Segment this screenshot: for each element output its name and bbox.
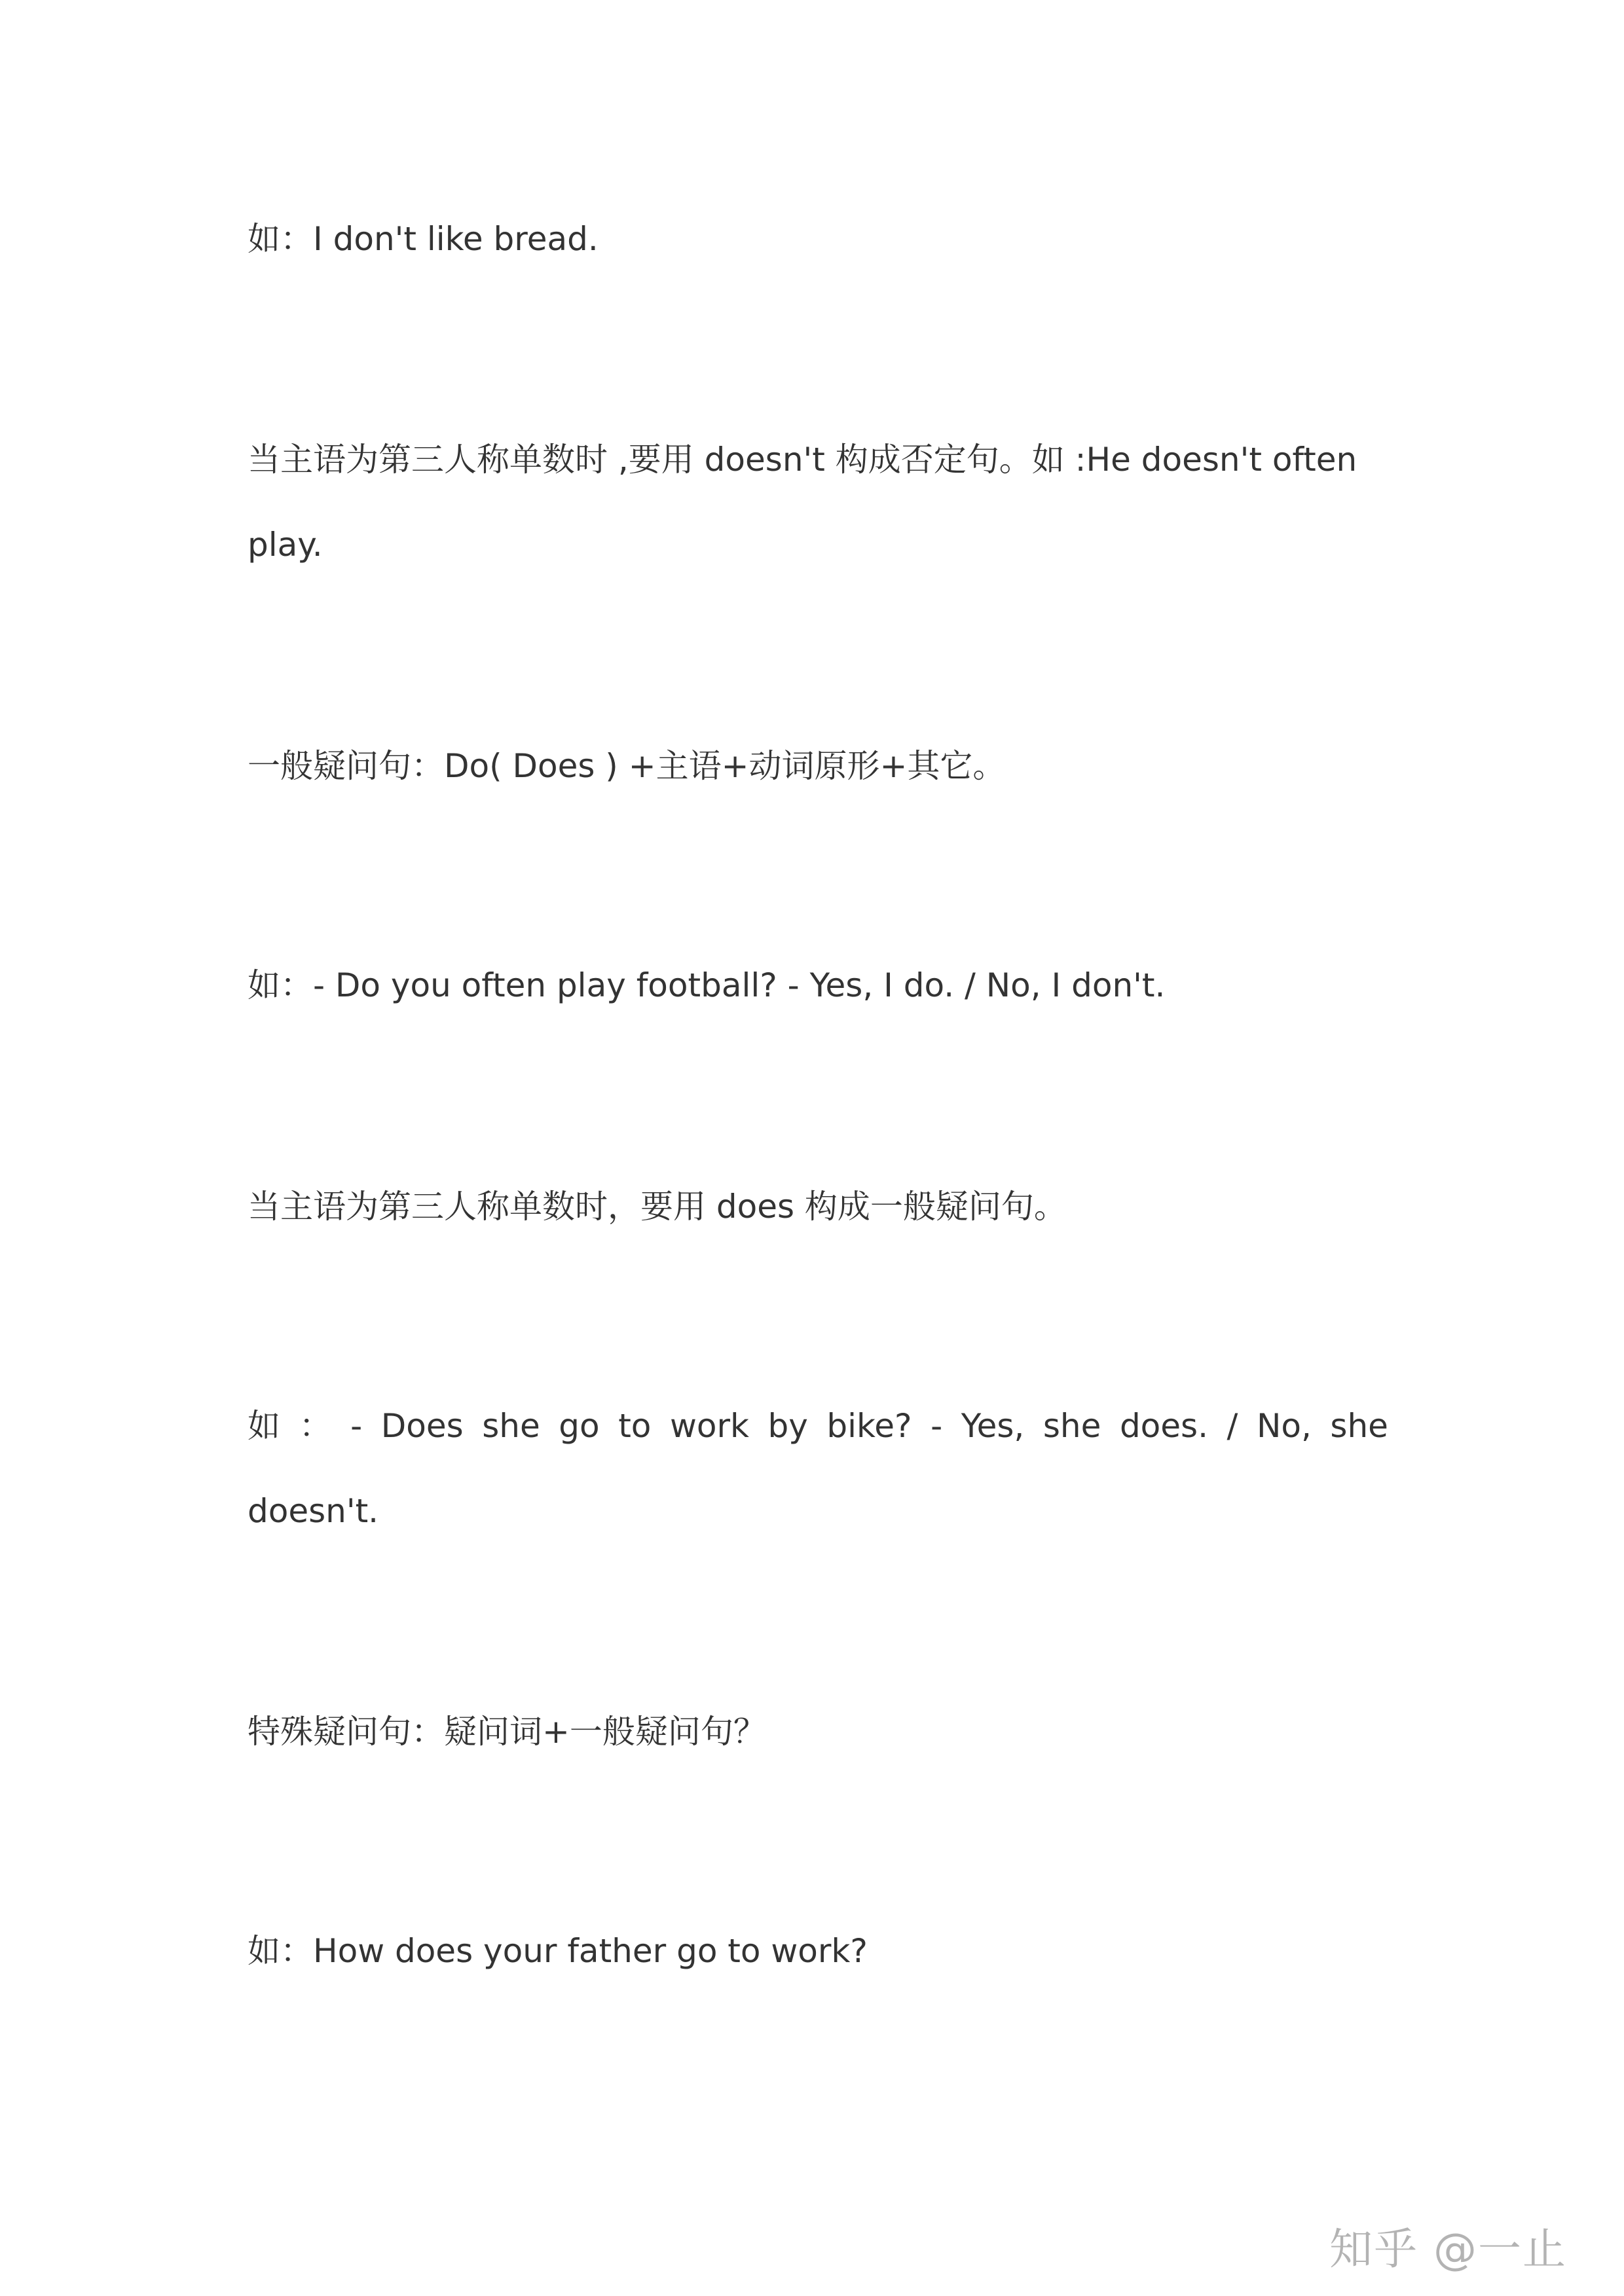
word: to (618, 1407, 652, 1445)
paragraph-example-question: 如：- Do you often play football? - Yes, I do. / No, I don't. (248, 966, 1166, 1004)
word: 如 (248, 1407, 280, 1445)
paragraph-special-question-rule: 特殊疑问句：疑问词+一般疑问句？ (248, 1713, 766, 1751)
paragraph-third-person-negative-line2: play. (248, 526, 323, 564)
word: ： (299, 1407, 332, 1445)
word: Does (380, 1407, 464, 1445)
word: go (559, 1407, 600, 1445)
paragraph-third-person-question: 当主语为第三人称单数时，要用 does 构成一般疑问句。 (248, 1188, 1067, 1226)
zhihu-watermark: 知乎 @一止 (1329, 2224, 1567, 2274)
word: bike? (826, 1407, 912, 1445)
word: she (1043, 1407, 1101, 1445)
paragraph-example-does-line2: doesn't. (248, 1492, 379, 1530)
word: No, (1256, 1407, 1312, 1445)
word: - (931, 1407, 943, 1445)
word: - (350, 1407, 363, 1445)
word: she (1330, 1407, 1388, 1445)
word: by (767, 1407, 808, 1445)
word: / (1227, 1407, 1238, 1445)
paragraph-example-does-line1 (248, 1406, 1388, 1446)
word: does. (1119, 1407, 1208, 1445)
word: she (482, 1407, 540, 1445)
word: work (669, 1407, 749, 1445)
paragraph-general-question-rule: 一般疑问句：Do( Does ) +主语+动词原形+其它。 (248, 747, 1006, 785)
paragraph-example-negative: 如：I don't like bread. (248, 220, 599, 258)
paragraph-third-person-negative-line1: 当主语为第三人称单数时 ,要用 doesn't 构成否定句。如 :He doesn't often (248, 441, 1357, 479)
word: Yes, (961, 1407, 1025, 1445)
paragraph-example-special-question: 如：How does your father go to work? (248, 1932, 868, 1970)
